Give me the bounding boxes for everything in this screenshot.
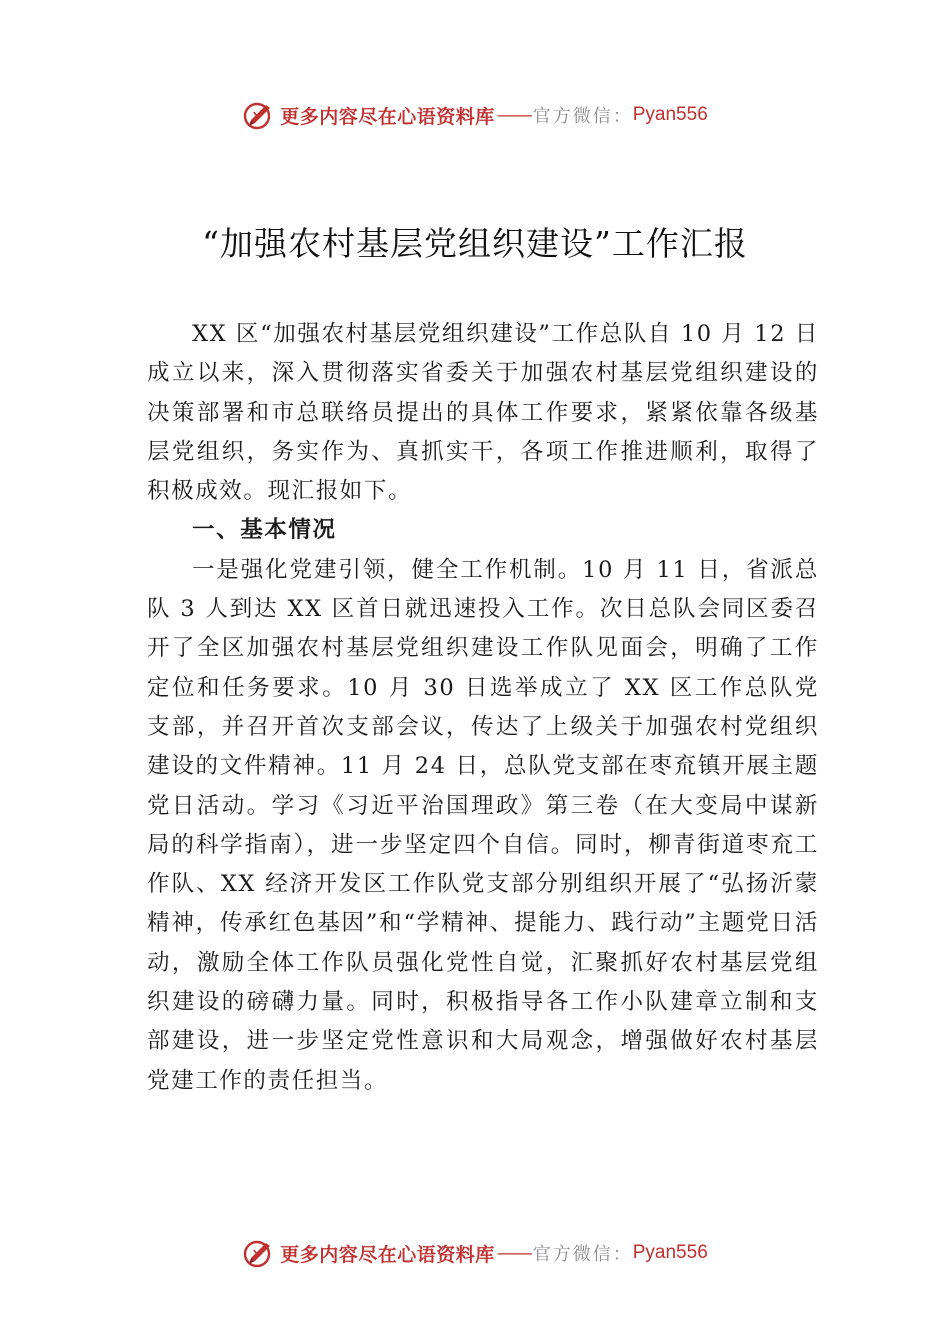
watermark-main-text: 更多内容尽在心语资料库 xyxy=(280,105,495,128)
section-heading: 一、基本情况 xyxy=(192,517,337,544)
watermark-wechat-id: Pyan556 xyxy=(632,1242,708,1263)
pen-logo-icon xyxy=(242,1236,276,1270)
pen-logo-icon xyxy=(242,98,276,132)
document-body xyxy=(147,315,819,1101)
watermark-wechat-label: 官方微信： xyxy=(532,106,633,127)
document-title: “加强农村基层党组织建设”工作汇报 xyxy=(202,224,748,263)
watermark-wechat-id: Pyan556 xyxy=(632,104,708,125)
footer-watermark xyxy=(0,1233,950,1273)
watermark-dash: —— xyxy=(496,104,531,126)
watermark-main-text: 更多内容尽在心语资料库 xyxy=(280,1243,495,1266)
header-watermark xyxy=(0,95,950,135)
intro-paragraph: XX 区“加强农村基层党组织建设”工作总队自 10 月 12 日成立以来，深入贯彻落实省委关于加强农村基层党组织建设的决策部署和市总联络员提出的具体工作要求，紧紧依靠各级基层党组织，务实作为、真抓实干，各项工作推进顺利，取得了积极成效。现汇报如下。 xyxy=(147,321,819,505)
watermark-dash: —— xyxy=(496,1242,531,1264)
watermark-wechat-label: 官方微信： xyxy=(532,1244,633,1265)
section-paragraph: 一是强化党建引领，健全工作机制。10 月 11 日，省派总队 3 人到达 XX 区首日就迅速投入工作。次日总队会同区委召开了全区加强农村基层党组织建设工作队见面会，明确了工作定位和任务要求。10 月 30 日选举成立了 XX 区工作总队党支部，并召开首次支部会议，传达了上级关于加强农村党组织建设的文件精神。11 月 24 日，总队党支部在枣㐬镇开展主题党日活动。学习《习近平治国理政》第三卷（在大变局中谋新局的科学指南），进一步坚定四个自信。同时，柳青街道枣㐬工作队、XX 经济开发区工作队党支部分别组织开展了“弘扬沂蒙精神，传承红色基因”和“学精神、提能力、践行动”主题党日活动，激励全体工作队员强化党性自觉，汇聚抓好农村基层党组织建设的磅礴力量。同时，积极指导各工作小队建章立制和支部建设，进一步坚定党性意识和大局观念，增强做好农村基层党建工作的责任担当。 xyxy=(147,556,819,1094)
